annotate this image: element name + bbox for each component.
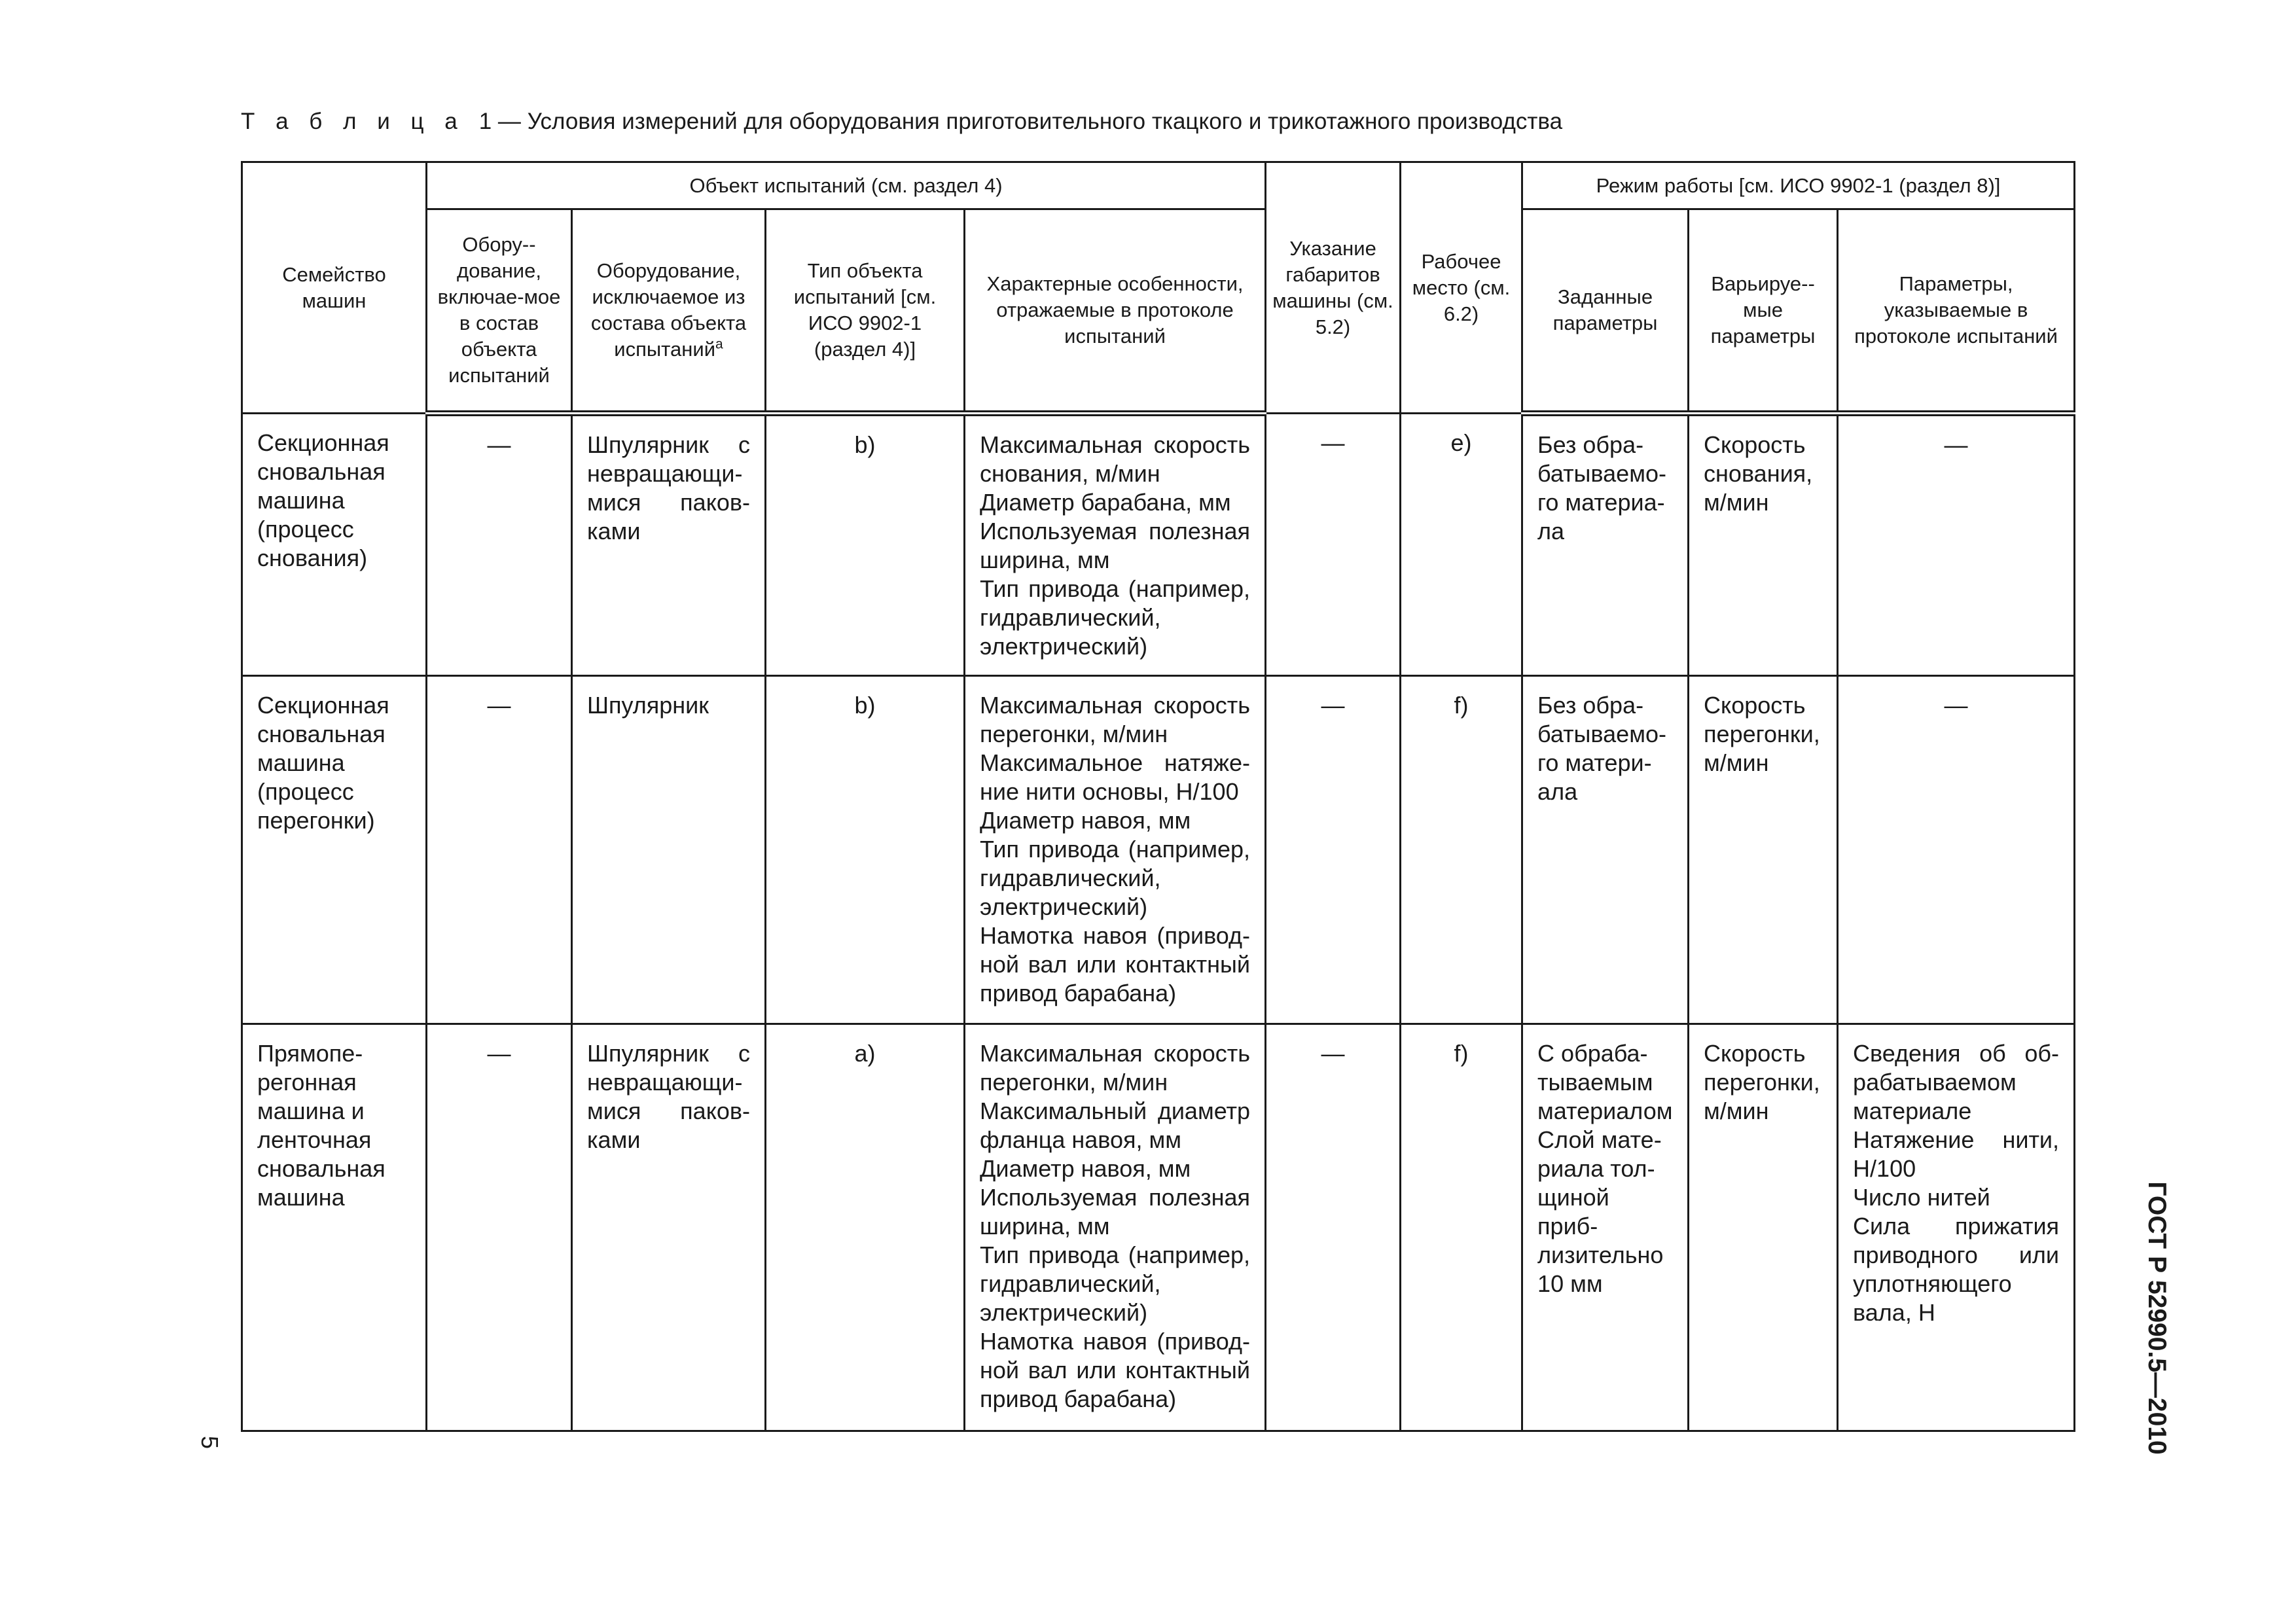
features-line: Максимальный диаметр фланца навоя, мм (980, 1097, 1251, 1153)
features-line: Используемая полезная ширина, мм (980, 518, 1251, 573)
cell-included: — (427, 676, 572, 1024)
cell-report-params (1838, 1024, 2075, 1431)
features-line: Тип привода (например, гидравлический, электрический) (980, 1241, 1251, 1326)
cell-object-type: b) (766, 676, 965, 1024)
features-line: Намотка навоя (приводной вал или контактный привод барабана) (980, 922, 1251, 1007)
family-line: сновальная (257, 458, 386, 485)
header-excluded-text: Оборудование, исключаемое из состава объекта испытаний (590, 259, 747, 361)
cell-family (242, 1024, 427, 1431)
cell-dimensions: — (1266, 414, 1401, 676)
cell-report-params (1838, 414, 2075, 676)
features-line: Намотка навоя (приводной вал или контактный привод барабана) (980, 1328, 1251, 1412)
report-params-line: — (1944, 692, 1968, 719)
cell-object-type: b) (766, 414, 965, 676)
header-row-2 (242, 209, 2075, 414)
cell-set-params (1522, 676, 1689, 1024)
family-line: машина и (257, 1097, 365, 1124)
features-line: Тип привода (например, гидравлический, электрический) (980, 575, 1251, 660)
var-params-line: Скорость перегонки, м/мин (1704, 1040, 1820, 1124)
table-body (242, 414, 2075, 1431)
cell-features (965, 1024, 1266, 1431)
cell-dimensions: — (1266, 676, 1401, 1024)
set-params-line: С обрабатываемым материалом (1537, 1040, 1673, 1124)
cell-excluded: Шпулярник с невращающимися паковками (572, 1024, 766, 1431)
header-dimensions: Указание габаритов машины (см. 5.2) (1266, 162, 1401, 414)
set-params-line: Слой материала толщиной приблизительно 10 мм (1537, 1126, 1664, 1297)
cell-set-params (1522, 1024, 1689, 1431)
family-line: Секционная (257, 429, 389, 456)
table-caption-text: 1 — Условия измерений для оборудования приготовительного ткацкого и трикотажного производства (478, 109, 1563, 134)
features-line: Максимальная скорость перегонки, м/мин (980, 1040, 1251, 1096)
report-params-line: — (1944, 431, 1968, 458)
features-line: Диаметр барабана, мм (980, 489, 1231, 516)
header-row-1 (242, 162, 2075, 209)
header-set-params: Заданные параметры (1522, 209, 1689, 414)
features-line: Максимальное натяжение нити основы, Н/100 (980, 749, 1251, 805)
cell-report-params (1838, 676, 2075, 1024)
cell-excluded: Шпулярник с невращающимися паковками (572, 414, 766, 676)
family-line: сновальная (257, 1155, 386, 1182)
cell-features (965, 414, 1266, 676)
family-line: (процесс (257, 516, 354, 543)
var-params-line: Скорость перегонки, м/мин (1704, 692, 1820, 776)
cell-var-params (1689, 1024, 1838, 1431)
family-line: машина (257, 749, 345, 776)
cell-workplace: f) (1401, 676, 1522, 1024)
header-family: Семейство машин (242, 162, 427, 414)
family-line: снования) (257, 544, 368, 571)
family-line: Секционная (257, 692, 389, 719)
report-params-line: Натяжение нити, Н/100 (1853, 1126, 2060, 1182)
features-line: Тип привода (например, гидравлический, электрический) (980, 836, 1251, 920)
table-caption-label: Т а б л и ц а (241, 109, 465, 134)
header-features: Характерные особенности, отражаемые в протоколе испытаний (965, 209, 1266, 414)
cell-workplace: f) (1401, 1024, 1522, 1431)
header-object-type: Тип объекта испытаний [см. ИСО 9902-1 (раздел 4)] (766, 209, 965, 414)
table-row (242, 414, 2075, 676)
set-params-line: Без обрабатываемого материала (1537, 692, 1666, 805)
cell-family (242, 414, 427, 676)
features-line: Диаметр навоя, мм (980, 1155, 1191, 1182)
features-line: Максимальная скорость снования, м/мин (980, 431, 1251, 487)
set-params-line: Без обрабатываемого материала (1537, 431, 1666, 544)
cell-included: — (427, 1024, 572, 1431)
features-line: Максимальная скорость перегонки, м/мин (980, 692, 1251, 747)
table-row (242, 1024, 2075, 1431)
cell-workplace: e) (1401, 414, 1522, 676)
header-included: Обору-дование, включае-мое в состав объекта испытаний (427, 209, 572, 414)
doc-code: ГОСТ Р 52990.5—2010 (2143, 1181, 2171, 1455)
cell-family (242, 676, 427, 1024)
report-params-line: Число нитей (1853, 1184, 1990, 1211)
header-excluded-note: a (715, 336, 723, 352)
family-line: Прямоперегонная (257, 1040, 363, 1096)
header-var-params: Варьируе-мые параметры (1689, 209, 1838, 414)
header-mode-group: Режим работы [см. ИСО 9902-1 (раздел 8)] (1522, 162, 2075, 209)
family-line: машина (257, 487, 345, 514)
page-number: 5 (196, 1435, 223, 1450)
header-workplace: Рабочее место (см. 6.2) (1401, 162, 1522, 414)
features-line: Используемая полезная ширина, мм (980, 1184, 1251, 1240)
cell-var-params (1689, 414, 1838, 676)
table-caption (241, 109, 1562, 135)
cell-var-params (1689, 676, 1838, 1024)
conditions-table (241, 161, 2075, 1432)
cell-features (965, 676, 1266, 1024)
var-params-line: Скорость снования, м/мин (1704, 431, 1813, 516)
family-line: сновальная (257, 721, 386, 747)
header-object-group: Объект испытаний (см. раздел 4) (427, 162, 1266, 209)
family-line: (процесс (257, 778, 354, 805)
table-row (242, 676, 2075, 1024)
cell-object-type: a) (766, 1024, 965, 1431)
cell-excluded: Шпулярник (572, 676, 766, 1024)
header-excluded (572, 209, 766, 414)
family-line: ленточная (257, 1126, 372, 1153)
report-params-line: Сила прижатия приводного или уплотняющего вала, Н (1853, 1213, 2060, 1326)
header-report-params: Параметры, указываемые в протоколе испытаний (1838, 209, 2075, 414)
cell-dimensions: — (1266, 1024, 1401, 1431)
cell-set-params (1522, 414, 1689, 676)
family-line: машина (257, 1184, 345, 1211)
report-params-line: Сведения об обрабатываемом материале (1853, 1040, 2060, 1124)
features-line: Диаметр навоя, мм (980, 807, 1191, 834)
family-line: перегонки) (257, 807, 375, 834)
cell-included: — (427, 414, 572, 676)
